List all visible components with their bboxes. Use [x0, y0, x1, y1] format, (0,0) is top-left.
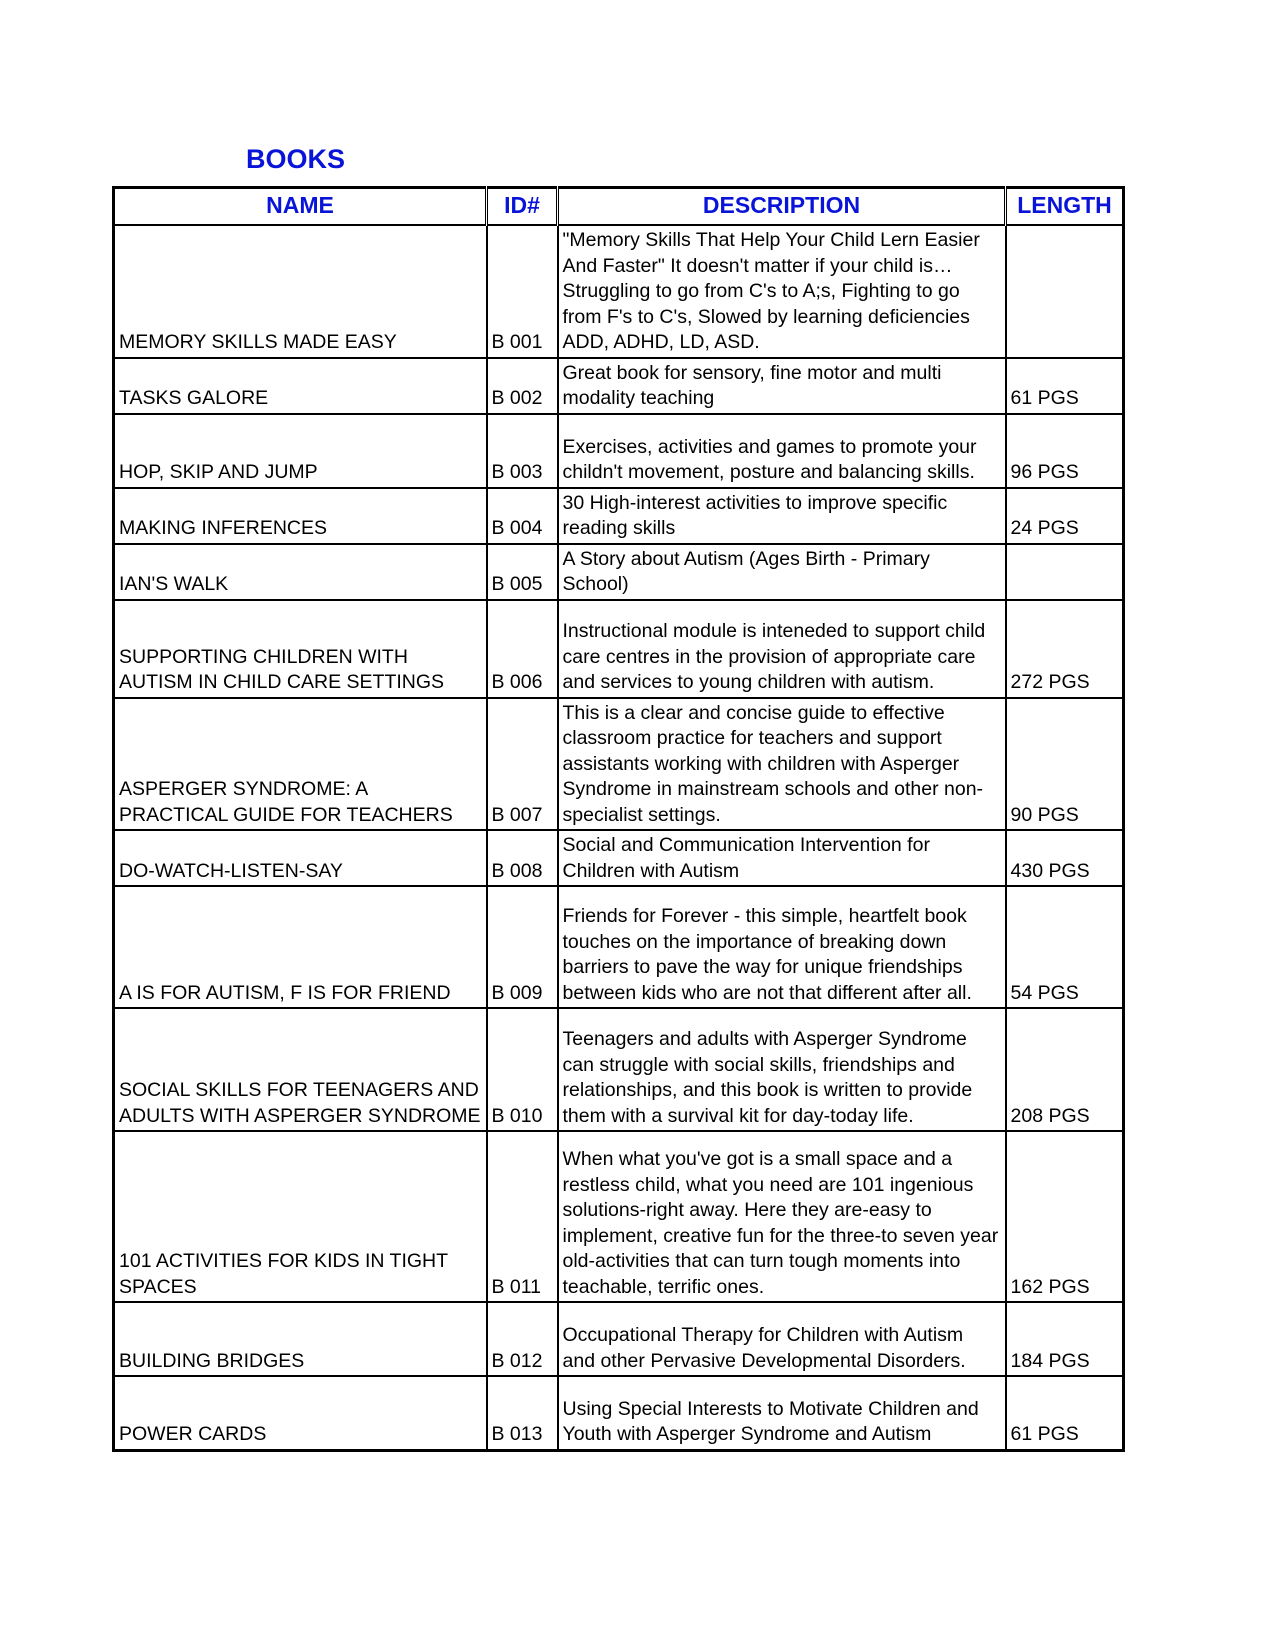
- cell-id: B 005: [487, 544, 558, 600]
- cell-id: B 007: [487, 698, 558, 831]
- table-row: [114, 488, 1124, 544]
- cell-description: Great book for sensory, fine motor and multi modality teaching: [558, 358, 1006, 414]
- header-name: NAME: [114, 188, 487, 226]
- books-table: [112, 186, 1125, 1452]
- header-id: ID#: [487, 188, 558, 226]
- table-row: [114, 1376, 1124, 1450]
- page-title: BOOKS: [246, 144, 346, 174]
- cell-id: B 010: [487, 1008, 558, 1131]
- cell-name: POWER CARDS: [114, 1376, 487, 1450]
- cell-name: IAN'S WALK: [114, 544, 487, 600]
- cell-name: SUPPORTING CHILDREN WITH AUTISM IN CHILD CARE SETTINGS: [114, 600, 487, 698]
- cell-id: B 009: [487, 886, 558, 1008]
- cell-name: MAKING INFERENCES: [114, 488, 487, 544]
- cell-name: ASPERGER SYNDROME: A PRACTICAL GUIDE FOR TEACHERS: [114, 698, 487, 831]
- cell-description: Exercises, activities and games to promote your childn't movement, posture and balancing skills.: [558, 414, 1006, 488]
- cell-id: B 004: [487, 488, 558, 544]
- table-row: [114, 1302, 1124, 1376]
- cell-description: Friends for Forever - this simple, heartfelt book touches on the importance of breaking down barriers to pave the way for unique friendships between kids who are not that different after all.: [558, 886, 1006, 1008]
- table-row: [114, 698, 1124, 831]
- cell-description: When what you've got is a small space and a restless child, what you need are 101 ingenious solutions-right away. Here they are-easy to implement, creative fun for the three-to seven year old-activities that can turn tough moments into teachable, terrific ones.: [558, 1131, 1006, 1302]
- table-row: [114, 544, 1124, 600]
- header-description: DESCRIPTION: [558, 188, 1006, 226]
- table-row: [114, 225, 1124, 358]
- cell-name: A IS FOR AUTISM, F IS FOR FRIEND: [114, 886, 487, 1008]
- cell-id: B 013: [487, 1376, 558, 1450]
- cell-description: "Memory Skills That Help Your Child Lern Easier And Faster" It doesn't matter if your child is…Struggling to go from C's to A;s, Fighting to go from F's to C's, Slowed by learning deficiencies ADD, ADHD, LD, ASD.: [558, 225, 1006, 358]
- cell-length: [1006, 544, 1124, 600]
- cell-description: This is a clear and concise guide to effective classroom practice for teachers and support assistants working with children with Asperger Syndrome in mainstream schools and other non-specialist settings.: [558, 698, 1006, 831]
- table-row: [114, 1008, 1124, 1131]
- cell-name: MEMORY SKILLS MADE EASY: [114, 225, 487, 358]
- cell-name: BUILDING BRIDGES: [114, 1302, 487, 1376]
- cell-name: 101 ACTIVITIES FOR KIDS IN TIGHT SPACES: [114, 1131, 487, 1302]
- cell-description: Social and Communication Intervention for Children with Autism: [558, 830, 1006, 886]
- cell-name: HOP, SKIP AND JUMP: [114, 414, 487, 488]
- table-row: [114, 830, 1124, 886]
- table-row: [114, 1131, 1124, 1302]
- cell-description: Instructional module is inteneded to support child care centres in the provision of appropriate care and services to young children with autism.: [558, 600, 1006, 698]
- cell-length: 430 PGS: [1006, 830, 1124, 886]
- cell-length: 184 PGS: [1006, 1302, 1124, 1376]
- cell-name: TASKS GALORE: [114, 358, 487, 414]
- cell-id: B 006: [487, 600, 558, 698]
- cell-description: Using Special Interests to Motivate Children and Youth with Asperger Syndrome and Autism: [558, 1376, 1006, 1450]
- cell-name: SOCIAL SKILLS FOR TEENAGERS AND ADULTS WITH ASPERGER SYNDROME: [114, 1008, 487, 1131]
- header-row: [114, 188, 1124, 226]
- cell-length: 208 PGS: [1006, 1008, 1124, 1131]
- cell-length: 61 PGS: [1006, 1376, 1124, 1450]
- cell-description: 30 High-interest activities to improve specific reading skills: [558, 488, 1006, 544]
- header-length: LENGTH: [1006, 188, 1124, 226]
- cell-length: 272 PGS: [1006, 600, 1124, 698]
- table-body: [114, 225, 1124, 1450]
- cell-length: 162 PGS: [1006, 1131, 1124, 1302]
- table-row: [114, 414, 1124, 488]
- cell-name: DO-WATCH-LISTEN-SAY: [114, 830, 487, 886]
- cell-length: 24 PGS: [1006, 488, 1124, 544]
- cell-description: Teenagers and adults with Asperger Syndrome can struggle with social skills, friendships and relationships, and this book is written to provide them with a survival kit for day-today life.: [558, 1008, 1006, 1131]
- cell-id: B 002: [487, 358, 558, 414]
- cell-id: B 003: [487, 414, 558, 488]
- cell-description: Occupational Therapy for Children with Autism and other Pervasive Developmental Disorders.: [558, 1302, 1006, 1376]
- table-row: [114, 886, 1124, 1008]
- cell-id: B 012: [487, 1302, 558, 1376]
- cell-length: 61 PGS: [1006, 358, 1124, 414]
- cell-id: B 011: [487, 1131, 558, 1302]
- cell-length: 96 PGS: [1006, 414, 1124, 488]
- cell-length: 90 PGS: [1006, 698, 1124, 831]
- cell-description: A Story about Autism (Ages Birth - Primary School): [558, 544, 1006, 600]
- cell-id: B 008: [487, 830, 558, 886]
- cell-length: [1006, 225, 1124, 358]
- table-row: [114, 600, 1124, 698]
- cell-id: B 001: [487, 225, 558, 358]
- table-row: [114, 358, 1124, 414]
- cell-length: 54 PGS: [1006, 886, 1124, 1008]
